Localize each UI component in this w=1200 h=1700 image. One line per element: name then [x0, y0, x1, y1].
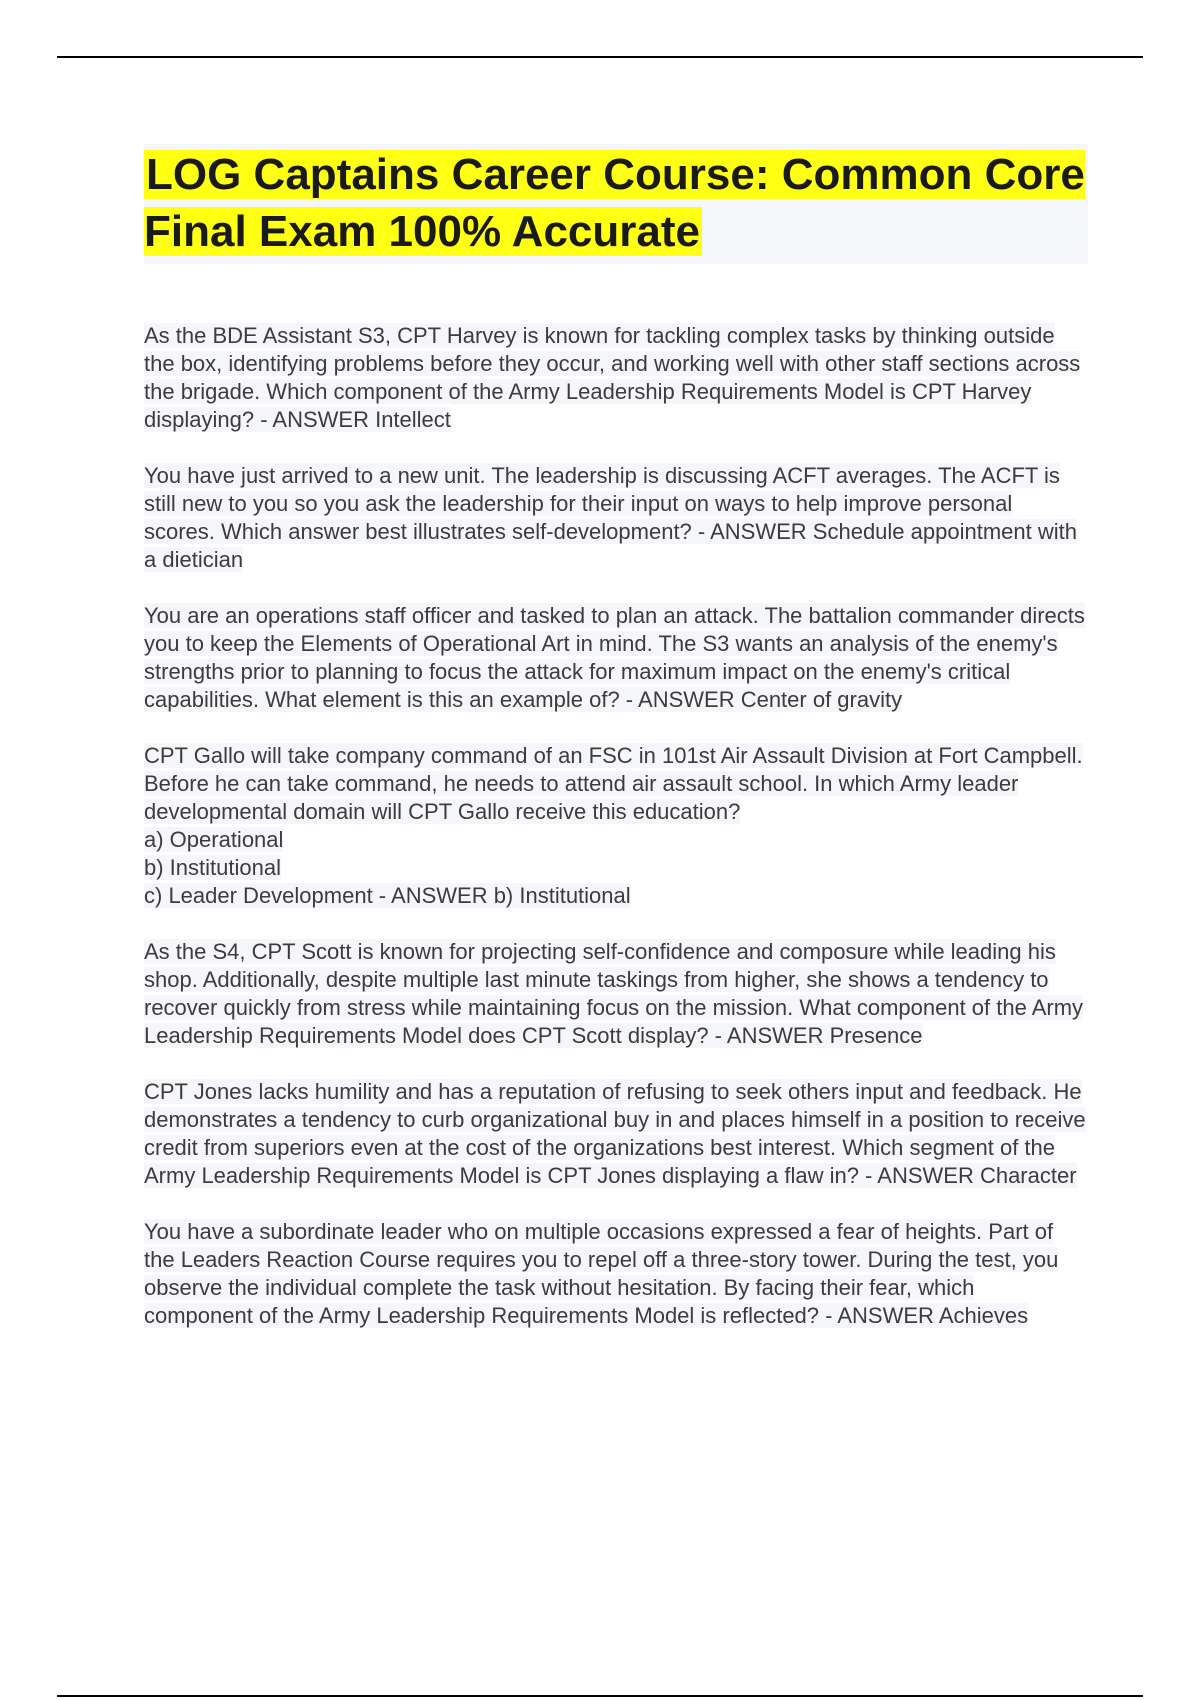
qa-item	[144, 1078, 1088, 1190]
document-title	[144, 146, 1088, 260]
qa-list	[144, 322, 1088, 1330]
qa-text: CPT Jones lacks humility and has a reputation of refusing to seek others input and feedback. He demonstrates a tendency to curb organizational buy in and places himself in a position to receive credit from superiors even at the cost of the organizations best interest. Which segment of the Army Leadership Requirements Model is CPT Jones displaying a flaw in? - ANSWER Character	[144, 1079, 1086, 1188]
qa-item	[144, 462, 1088, 574]
title-highlight: LOG Captains Career Course: Common Core Final Exam 100% Accurate	[144, 150, 1085, 256]
qa-text: CPT Gallo will take company command of an FSC in 101st Air Assault Division at Fort Campbell. Before he can take command, he needs to attend air assault school. In which Army leader developmental domain will CPT Gallo receive this education? a) Operational b) Institutional c) Leader Development - ANSWER b) Institutional	[144, 743, 1083, 908]
top-rule	[57, 56, 1143, 58]
title-block	[144, 144, 1088, 264]
qa-text: As the BDE Assistant S3, CPT Harvey is known for tackling complex tasks by thinking outside the box, identifying problems before they occur, and working well with other staff sections across the brigade. Which component of the Army Leadership Requirements Model is CPT Harvey displaying? - ANSWER Intellect	[144, 323, 1081, 432]
qa-text: You have a subordinate leader who on multiple occasions expressed a fear of heights. Part of the Leaders Reaction Course requires you to repel off a three-story tower. During the test, you observe the individual complete the task without hesitation. By facing their fear, which component of the Army Leadership Requirements Model is reflected? - ANSWER Achieves	[144, 1219, 1059, 1328]
qa-item	[144, 742, 1088, 910]
qa-text: You have just arrived to a new unit. The leadership is discussing ACFT averages. The ACFT is still new to you so you ask the leadership for their input on ways to help improve personal scores. Which answer best illustrates self-development? - ANSWER Schedule appointment with a dietician	[144, 463, 1077, 572]
document-body	[144, 144, 1088, 1358]
qa-item	[144, 322, 1088, 434]
qa-text: You are an operations staff officer and tasked to plan an attack. The battalion commander directs you to keep the Elements of Operational Art in mind. The S3 wants an analysis of the enemy's strengths prior to planning to focus the attack for maximum impact on the enemy's critical capabilities. What element is this an example of? - ANSWER Center of gravity	[144, 603, 1085, 712]
qa-item	[144, 938, 1088, 1050]
bottom-rule	[57, 1695, 1143, 1697]
qa-text: As the S4, CPT Scott is known for projecting self-confidence and composure while leading his shop. Additionally, despite multiple last minute taskings from higher, she shows a tendency to recover quickly from stress while maintaining focus on the mission. What component of the Army Leadership Requirements Model does CPT Scott display? - ANSWER Presence	[144, 939, 1084, 1048]
qa-item	[144, 1218, 1088, 1330]
qa-item	[144, 602, 1088, 714]
